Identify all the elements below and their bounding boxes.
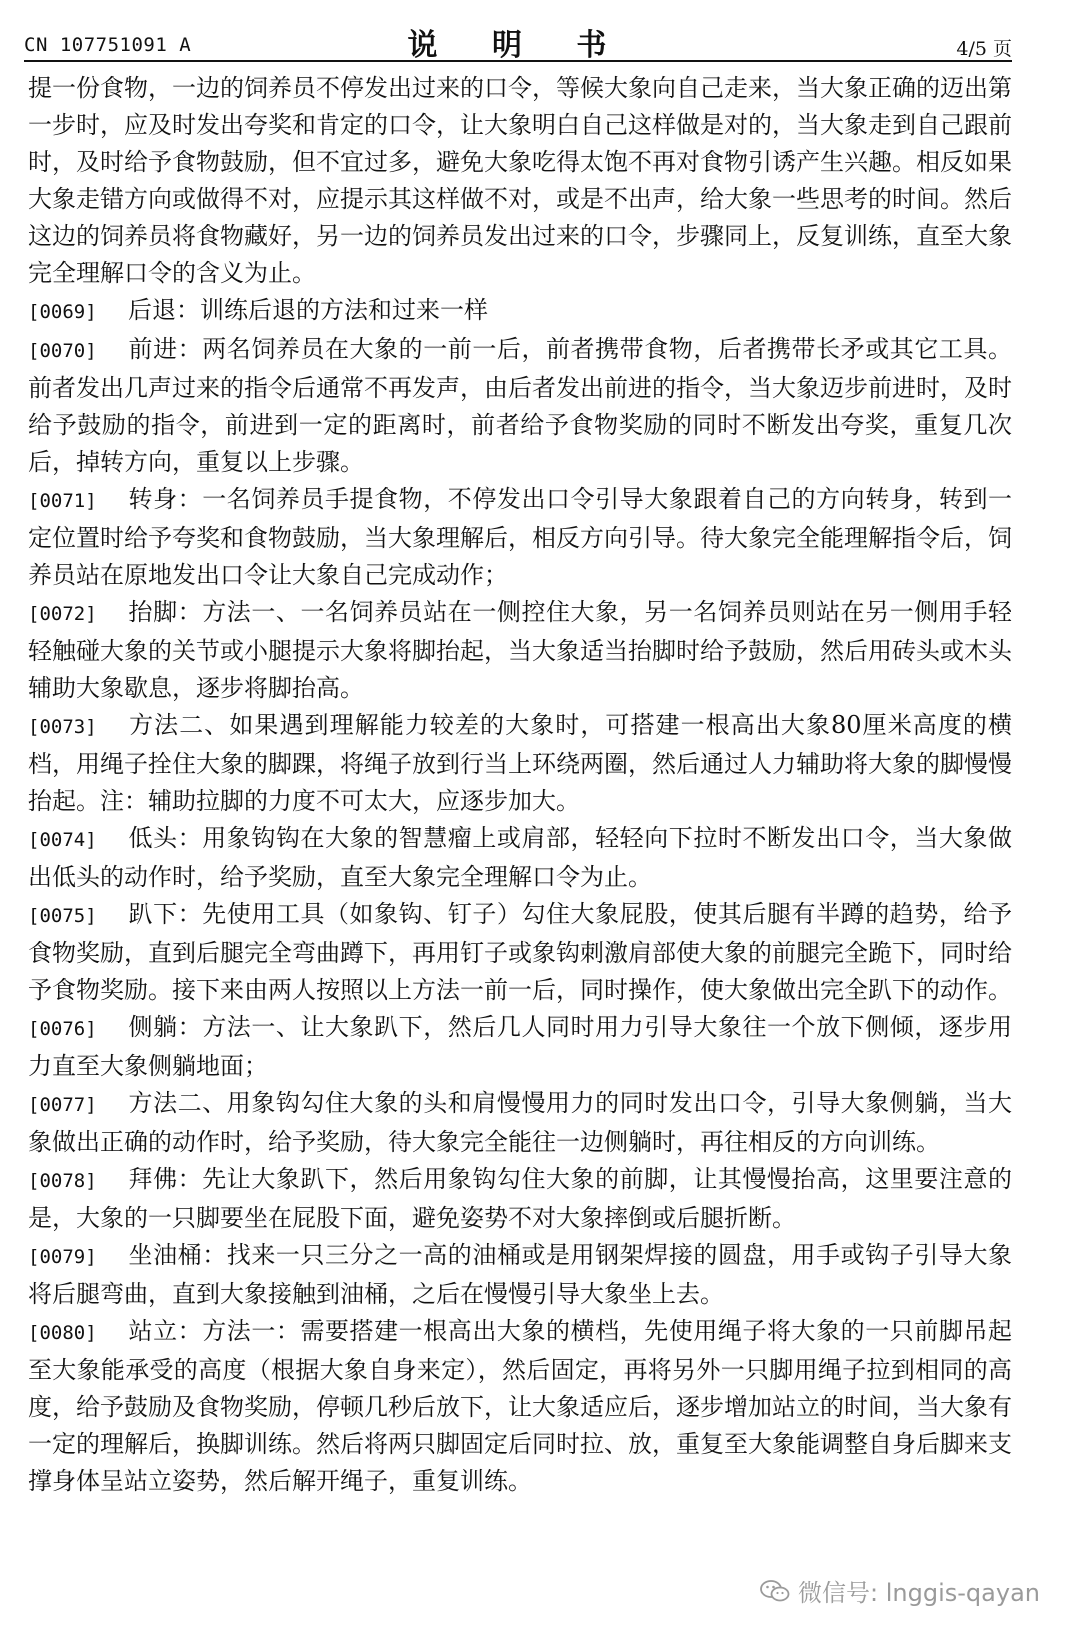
paragraph-0073: [28, 707, 1012, 820]
paragraph-text: 前进：两名饲养员在大象的一前一后，前者携带食物，后者携带长矛或其它工具。前者发出几声过来的指令后通常不再发声，由后者发出前进的指令，当大象迈步前进时，及时给予鼓励的指令，前进到一定的距离时，前者给予食物奖励的同时不断发出夸奖，重复几次后，掉转方向，重复以上步骤。: [28, 335, 1012, 476]
paragraph-number: [0071]: [28, 490, 97, 512]
page-number: 4/5 页: [956, 38, 1012, 60]
watermark-text: 微信号: lnggis-qayan: [798, 1579, 1040, 1607]
paragraph-text: 方法二、用象钩勾住大象的头和肩慢慢用力的同时发出口令，引导大象侧躺，当大象做出正确的动作时，给予奖励，待大象完全能往一边侧躺时，再往相反的方向训练。: [28, 1089, 1012, 1156]
paragraph-text: 坐油桶：找来一只三分之一高的油桶或是用钢架焊接的圆盘，用手或钩子引导大象将后腿弯曲，直到大象接触到油桶，之后在慢慢引导大象坐上去。: [28, 1241, 1012, 1308]
paragraph-0077: [28, 1085, 1012, 1161]
patent-number: CN 107751091 A: [24, 34, 192, 56]
header-divider: [24, 60, 1012, 62]
paragraph-0080: [28, 1313, 1012, 1500]
wechat-icon: [760, 1579, 790, 1603]
paragraph-number: [0077]: [28, 1094, 97, 1116]
paragraph-number: [0075]: [28, 905, 97, 927]
paragraph-0074: [28, 820, 1012, 896]
paragraph-0079: [28, 1237, 1012, 1313]
paragraph-number: [0080]: [28, 1322, 97, 1344]
document-title: 说 明 书: [407, 28, 629, 63]
paragraph-number: [0079]: [28, 1246, 97, 1268]
paragraph-number: [0069]: [28, 301, 97, 323]
paragraph-number: [0078]: [28, 1170, 97, 1192]
paragraph-text: 站立：方法一：需要搭建一根高出大象的横档，先使用绳子将大象的一只前脚吊起至大象能承受的高度（根据大象自身来定），然后固定，再将另外一只脚用绳子拉到相同的高度，给予鼓励及食物奖励，停顿几秒后放下，让大象适应后，逐步增加站立的时间，当大象有一定的理解后，换脚训练。然后将两只脚固定后同时拉、放，重复至大象能调整自身后脚来支撑身体呈站立姿势，然后解开绳子，重复训练。: [28, 1317, 1012, 1495]
wechat-watermark: [760, 1573, 1040, 1608]
paragraph-text: 趴下：先使用工具（如象钩、钉子）勾住大象屁股，使其后腿有半蹲的趋势，给予食物奖励，直到后腿完全弯曲蹲下，再用钉子或象钩刺激肩部使大象的前腿完全跪下，同时给予食物奖励。接下来由两人按照以上方法一前一后，同时操作，使大象做出完全趴下的动作。: [28, 900, 1012, 1004]
paragraph-text: 转身：一名饲养员手提食物，不停发出口令引导大象跟着自己的方向转身，转到一定位置时给予夸奖和食物鼓励，当大象理解后，相反方向引导。待大象完全能理解指令后，饲养员站在原地发出口令让大象自己完成动作；: [28, 485, 1012, 589]
paragraph-text: 抬脚：方法一、一名饲养员站在一侧控住大象，另一名饲养员则站在另一侧用手轻轻触碰大象的关节或小腿提示大象将脚抬起，当大象适当抬脚时给予鼓励，然后用砖头或木头辅助大象歇息，逐步将脚抬高。: [28, 598, 1012, 702]
intro-paragraph: 提一份食物，一边的饲养员不停发出过来的口令，等候大象向自己走来，当大象正确的迈出第一步时，应及时发出夸奖和肯定的口令，让大象明白自己这样做是对的，当大象走到自己跟前时，及时给予食物鼓励，但不宜过多，避免大象吃得太饱不再对食物引诱产生兴趣。相反如果大象走错方向或做得不对，应提示其这样做不对，或是不出声，给大象一些思考的时间。然后这边的饲养员将食物藏好，另一边的饲养员发出过来的口令，步骤同上，反复训练，直至大象完全理解口令的含义为止。: [28, 74, 1012, 287]
paragraph-text: 方法二、如果遇到理解能力较差的大象时，可搭建一根高出大象80厘米高度的横档，用绳子拴住大象的脚踝，将绳子放到行当上环绕两圈，然后通过人力辅助将大象的脚慢慢抬起。注：辅助拉脚的力度不可太大，应逐步加大。: [28, 711, 1012, 815]
paragraph-text: 后退：训练后退的方法和过来一样: [128, 296, 488, 324]
paragraph-0076: [28, 1009, 1012, 1085]
paragraph-0075: [28, 896, 1012, 1009]
paragraph-0070: [28, 331, 1012, 481]
paragraph-text: 低头：用象钩钩在大象的智慧瘤上或肩部，轻轻向下拉时不断发出口令，当大象做出低头的动作时，给予奖励，直至大象完全理解口令为止。: [28, 824, 1012, 891]
paragraph-0071: [28, 481, 1012, 594]
document-body: [28, 70, 1012, 1500]
paragraph-number: [0072]: [28, 603, 97, 625]
paragraph-0078: [28, 1161, 1012, 1237]
paragraph-number: [0076]: [28, 1018, 97, 1040]
page-header: [24, 20, 1012, 64]
paragraph-number: [0070]: [28, 340, 97, 362]
paragraph-0069: [28, 292, 1012, 331]
paragraph-number: [0074]: [28, 829, 97, 851]
paragraph-text: 侧躺：方法一、让大象趴下，然后几人同时用力引导大象往一个放下侧倾，逐步用力直至大象侧躺地面；: [28, 1013, 1012, 1080]
paragraph-number: [0073]: [28, 716, 97, 738]
paragraph-text: 拜佛：先让大象趴下，然后用象钩勾住大象的前脚，让其慢慢抬高，这里要注意的是，大象的一只脚要坐在屁股下面，避免姿势不对大象摔倒或后腿折断。: [28, 1165, 1012, 1232]
paragraph-0072: [28, 594, 1012, 707]
